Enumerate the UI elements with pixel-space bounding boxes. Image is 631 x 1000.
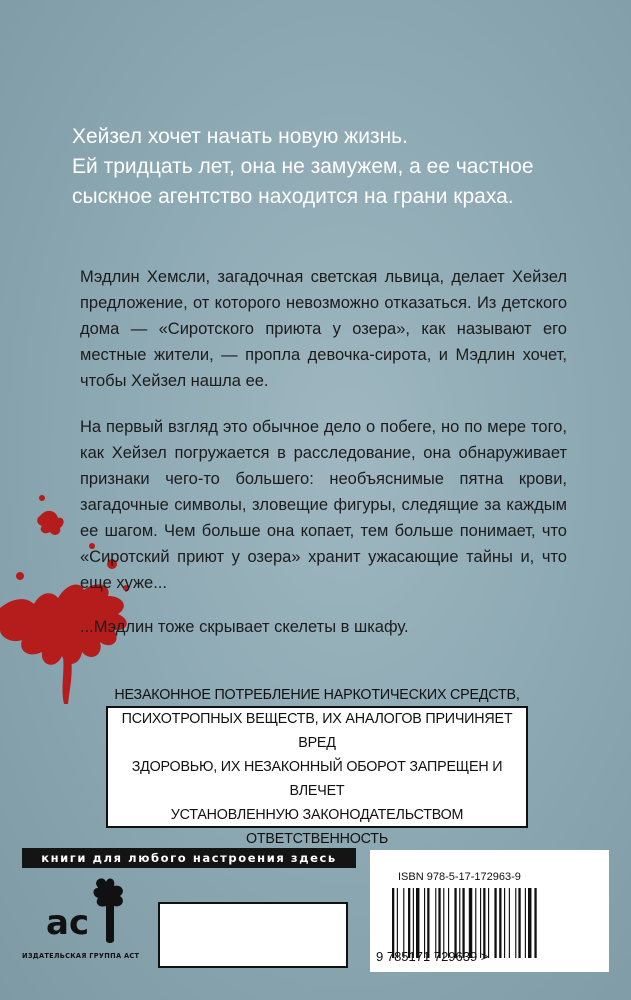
warning-line: НЕЗАКОННОЕ ПОТРЕБЛЕНИЕ НАРКОТИЧЕСКИХ СРЕДСТВ,: [114, 687, 520, 703]
barcode-digits: 9 785171 729639 >: [376, 949, 489, 964]
synopsis-paragraph: ...Мэдлин тоже скрывает скелеты в шкафу.: [80, 618, 409, 636]
intro-line: Ей тридцать лет, она не замужем, а ее частное: [72, 155, 534, 178]
intro-line: сыскное агентство находится на грани краха.: [72, 185, 514, 208]
intro-line: Хейзел хочет начать новую жизнь.: [72, 125, 408, 148]
synopsis: [80, 264, 567, 660]
barcode-panel: [370, 850, 609, 972]
publisher-caption: ИЗДАТЕЛЬСКАЯ ГРУППА АСТ: [22, 952, 140, 960]
warning-line: УСТАНОВЛЕННУЮ ЗАКОНОДАТЕЛЬСТВОМ ОТВЕТСТВЕННОСТЬ: [170, 807, 464, 847]
isbn-label: ISBN 978-5-17-172963-9: [398, 871, 521, 883]
intro-text: [72, 122, 592, 212]
legal-warning-box: [106, 687, 528, 847]
publisher-logo: [22, 874, 152, 974]
synopsis-paragraph: На первый взгляд это обычное дело о побеге, но по мере того, как Хейзел погружается в расследование, она обнаруживает признаки чего-то большего: необъяснимые пятна крови, загадочные символы, зловещие фигуры, следящие за каждым ее шагом. Чем больше она копает, тем больше понимает, что «Сиротский приют у озера» хранит ужасающие тайны и, что еще хуже...: [80, 418, 567, 592]
warning-line: ПСИХОТРОПНЫХ ВЕЩЕСТВ, ИХ АНАЛОГОВ ПРИЧИНЯЕТ ВРЕД: [121, 711, 513, 751]
barcode-icon: [392, 888, 587, 958]
synopsis-paragraph: Мэдлин Хемсли, загадочная светская львица, делает Хейзел предложение, от которого невозможно отказаться. Из детского дома — «Сиротского приюта у озера», как называют его местные жители, — пропла девочка-сирота, и Мэдлин хочет, чтобы Хейзел нашла ее.: [80, 268, 567, 390]
slogan-bar: книги для любого настроения здесь: [22, 848, 356, 868]
ast-logo-icon: [40, 874, 140, 946]
warning-line: ЗДОРОВЬЮ, ИХ НЕЗАКОННЫЙ ОБОРОТ ЗАПРЕЩЕН И ВЛЕЧЕТ: [131, 759, 503, 799]
blank-label-box: [158, 902, 348, 968]
logo-letters: ac: [46, 903, 90, 943]
